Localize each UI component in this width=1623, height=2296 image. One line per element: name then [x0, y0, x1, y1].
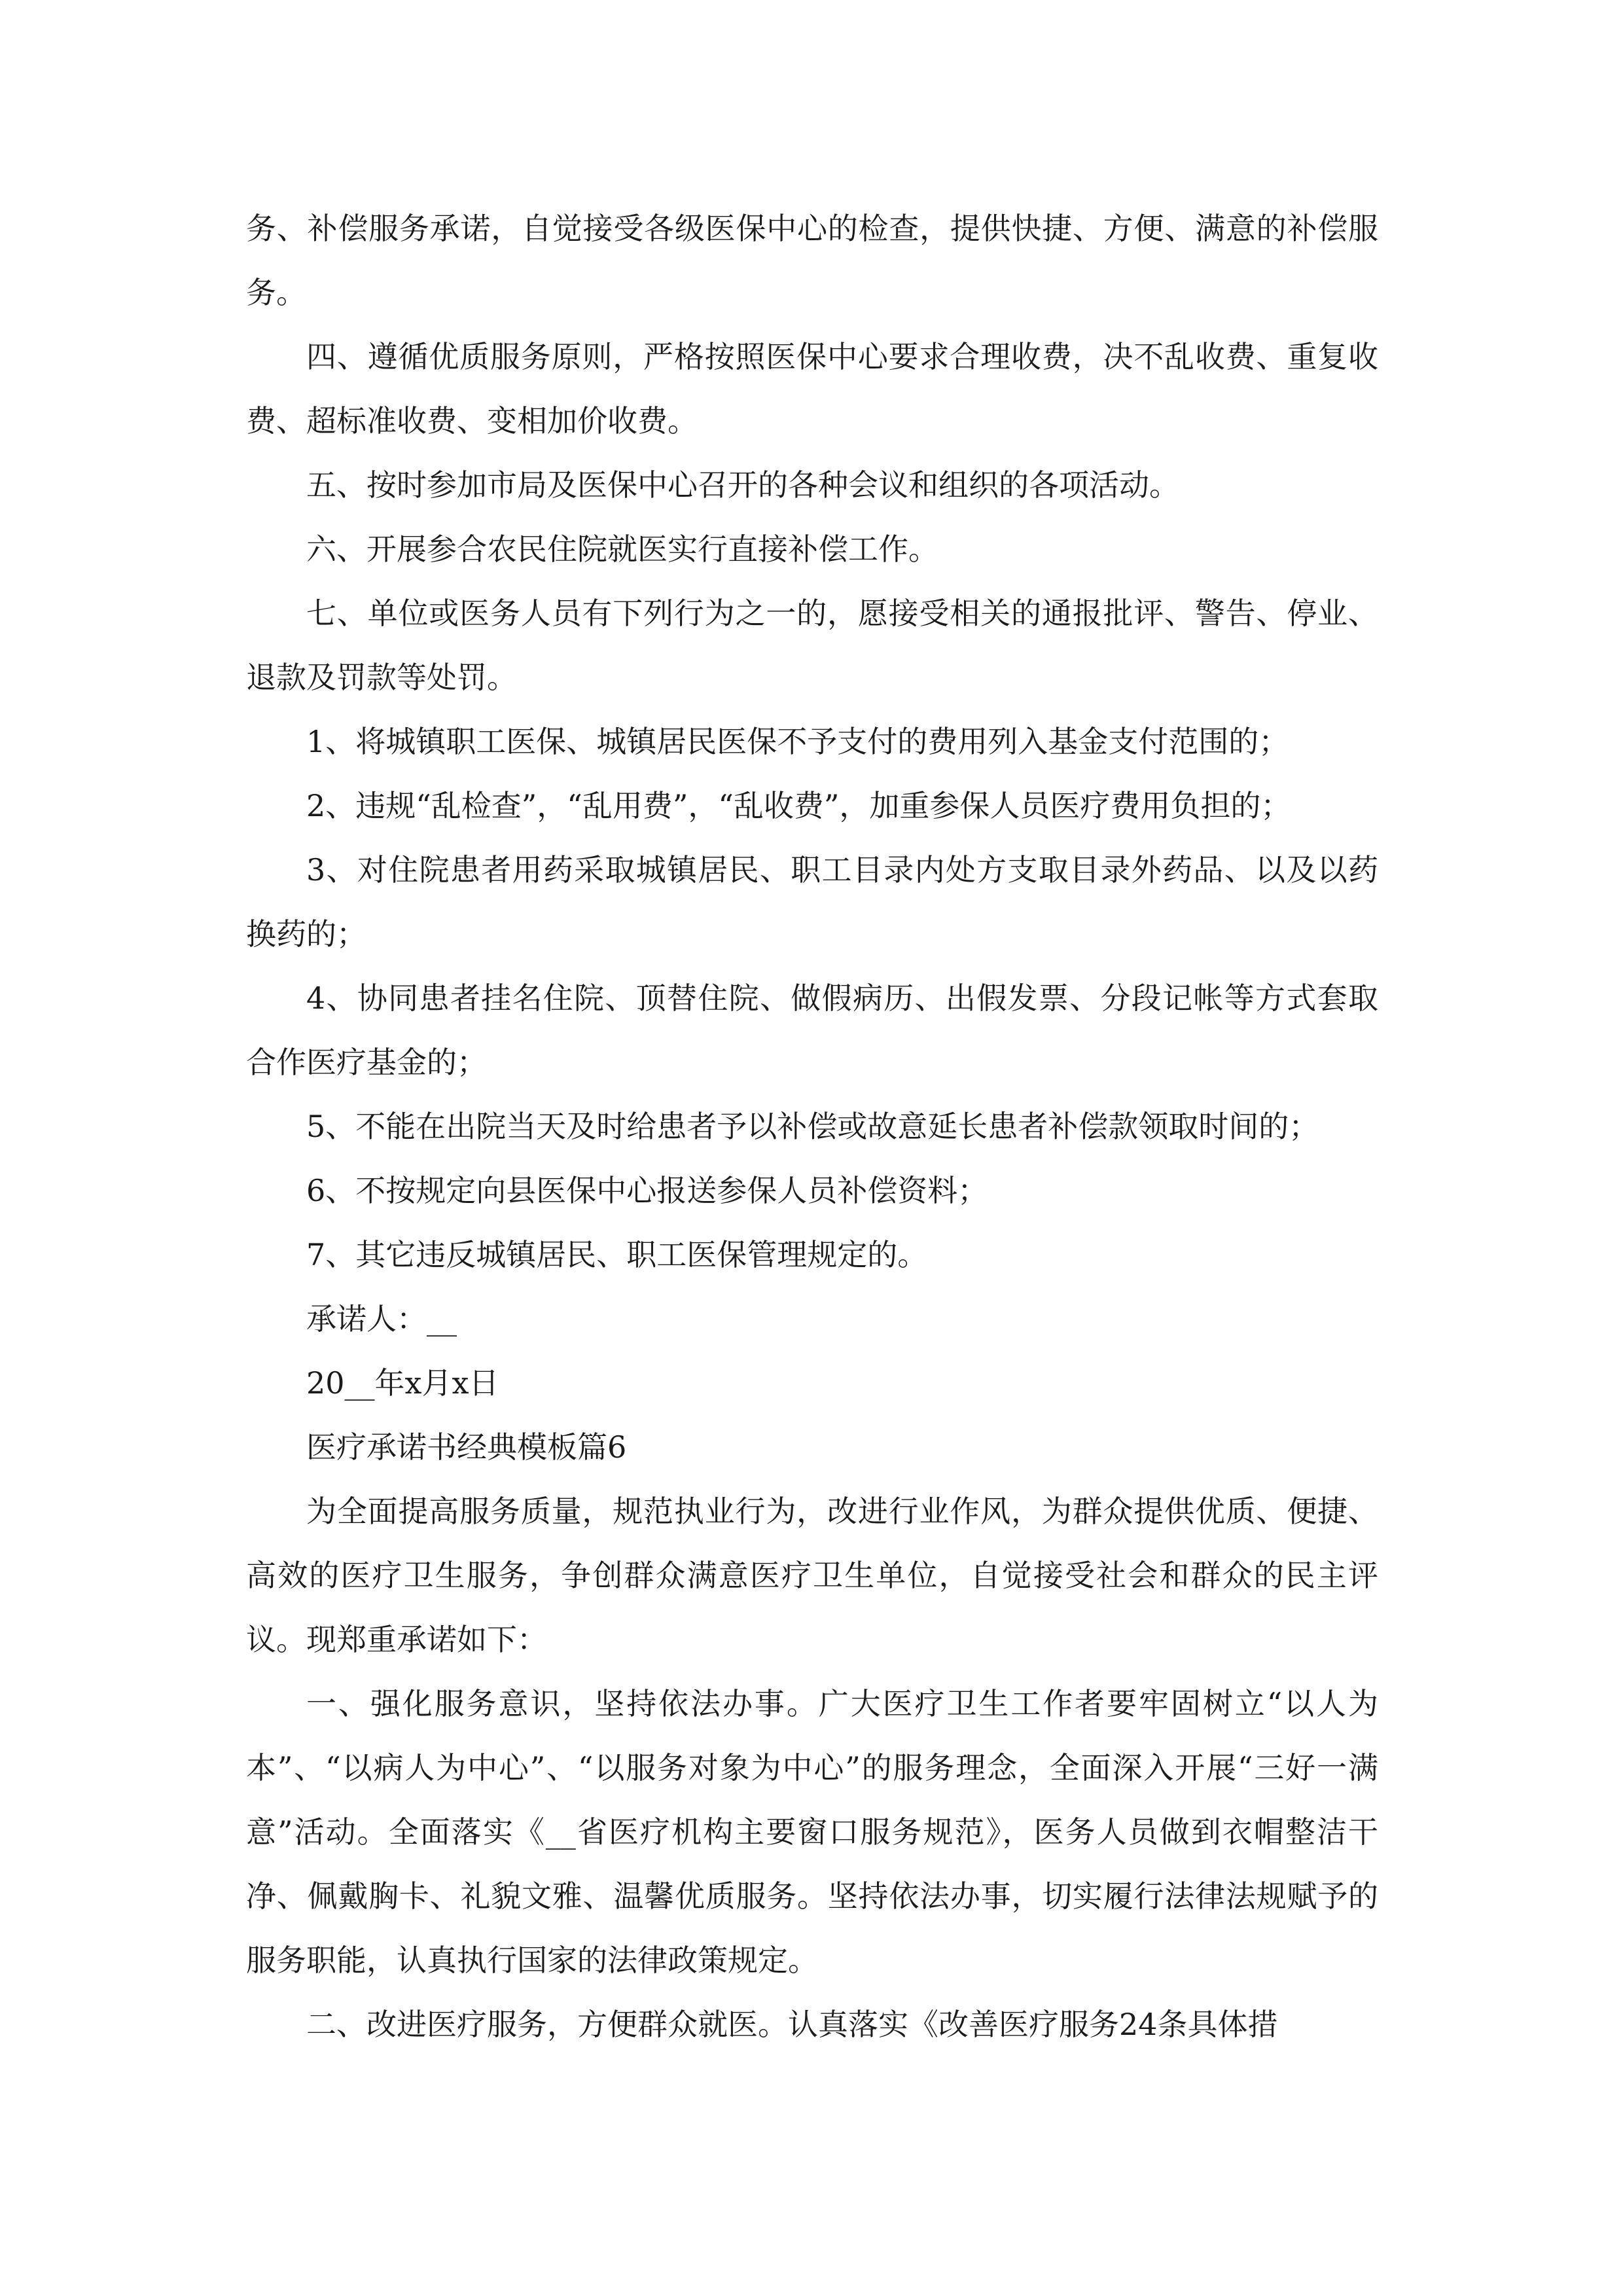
penalty-item-4: 4、协同患者挂名住院、顶替住院、做假病历、出假发票、分段记帐等方式套取合作医疗基金的；	[246, 980, 1378, 1080]
paragraph-intro: 为全面提高服务质量，规范执业行为，改进行业作风，为群众提供优质、便捷、高效的医疗卫生服务，争创群众满意医疗卫生单位，自觉接受社会和群众的民主评议。现郑重承诺如下：	[246, 1494, 1378, 1657]
paragraph-commitment-2: 二、改进医疗服务，方便群众就医。认真落实《改善医疗服务24条具体措	[306, 2007, 1278, 2042]
paragraph-continuation: 务、补偿服务承诺，自觉接受各级医保中心的检查，提供快捷、方便、满意的补偿服务。	[246, 211, 1378, 310]
paragraph-item-4: 四、遵循优质服务原则，严格按照医保中心要求合理收费，决不乱收费、重复收费、超标准收费、变相加价收费。	[246, 339, 1378, 439]
penalty-item-7: 7、其它违反城镇居民、职工医保管理规定的。	[306, 1237, 928, 1272]
paragraph-item-5: 五、按时参加市局及医保中心召开的各种会议和组织的各项活动。	[306, 467, 1179, 503]
penalty-item-6: 6、不按规定向县医保中心报送参保人员补偿资料；	[306, 1173, 988, 1208]
paragraph-commitment-1: 一、强化服务意识，坚持依法办事。广大医疗卫生工作者要牢固树立“以人为本”、“以病人为中心”、“以服务对象为中心”的服务理念，全面深入开展“三好一满意”活动。全面落实《__省医疗机构主要窗口服务规范》，医务人员做到衣帽整洁干净、佩戴胸卡、礼貌文雅、温馨优质服务。坚持依法办事，切实履行法律法规赋予的服务职能，认真执行国家的法律政策规定。	[246, 1686, 1378, 1978]
penalty-item-3: 3、对住院患者用药采取城镇居民、职工目录内处方支取目录外药品、以及以药换药的；	[246, 852, 1378, 952]
penalty-item-1: 1、将城镇职工医保、城镇居民医保不予支付的费用列入基金支付范围的；	[306, 724, 1289, 759]
document-body	[246, 196, 1378, 2056]
paragraph-item-7: 七、单位或医务人员有下列行为之一的，愿接受相关的通报批评、警告、停业、退款及罚款等处罚。	[246, 596, 1378, 695]
signer-line: 承诺人：__	[306, 1301, 457, 1336]
paragraph-item-6: 六、开展参合农民住院就医实行直接补偿工作。	[306, 531, 938, 567]
penalty-item-5: 5、不能在出院当天及时给患者予以补偿或故意延长患者补偿款领取时间的；	[306, 1109, 1319, 1144]
section-heading: 医疗承诺书经典模板篇6	[306, 1429, 627, 1465]
penalty-item-2: 2、违规“乱检查”，“乱用费”，“乱收费”，加重参保人员医疗费用负担的；	[306, 788, 1291, 823]
date-line: 20__年x月x日	[306, 1365, 499, 1401]
